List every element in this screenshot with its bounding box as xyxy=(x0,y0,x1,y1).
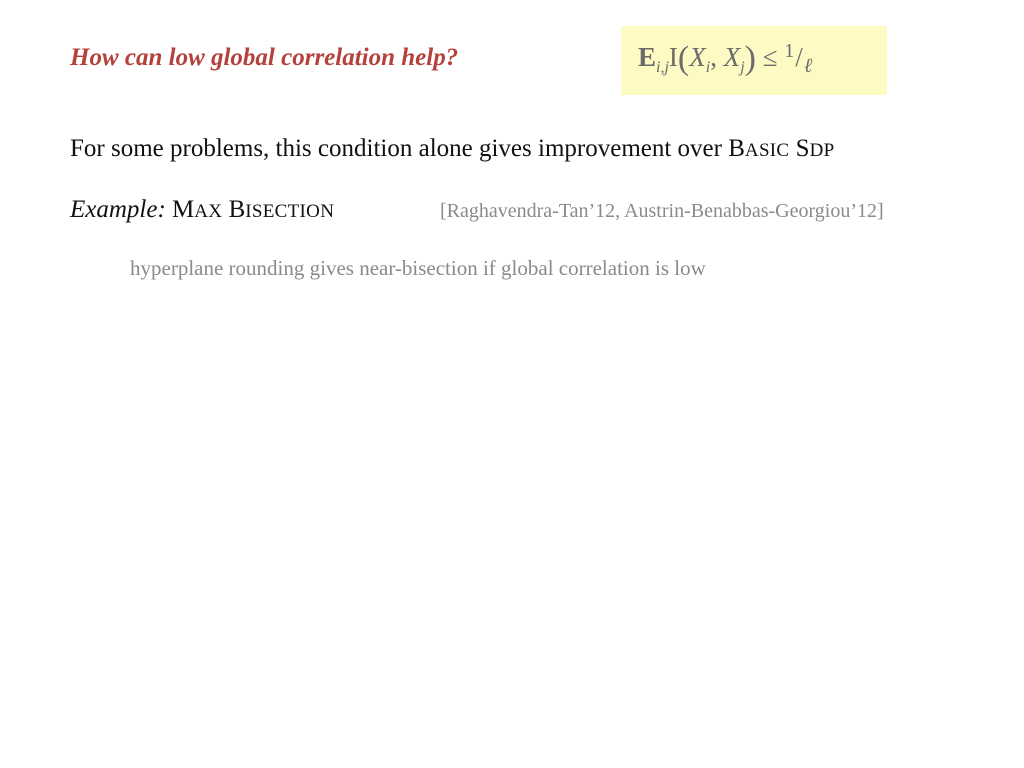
statement-line xyxy=(70,135,834,163)
detail-text: hyperplane rounding gives near-bisection if global correlation is low xyxy=(130,256,706,280)
formula-open-paren: ( xyxy=(677,40,690,77)
formula-var-1: X xyxy=(689,42,706,72)
formula-denominator: ℓ xyxy=(803,55,813,77)
citation: [Raghavendra-Tan’12, Austrin-Benabbas-Georgiou’12] xyxy=(440,200,884,222)
max-bisection-cap-b: B xyxy=(222,196,246,223)
max-bisection-cap-m: M xyxy=(165,196,195,223)
formula-information: I xyxy=(668,42,678,72)
max-bisection-rest-isection: ISECTION xyxy=(245,201,335,222)
slide-heading: How can low global correlation help? xyxy=(70,44,459,71)
formula-numerator: 1 xyxy=(784,40,795,62)
formula-var-2: X xyxy=(723,42,741,72)
formula-relation: ≤ xyxy=(755,42,785,72)
example-label: Example: xyxy=(70,196,166,223)
basic-sdp-cap-b: B xyxy=(728,135,745,162)
basic-sdp-rest-dp: DP xyxy=(809,140,835,161)
formula-expectation-subscript: i,j xyxy=(656,59,669,76)
basic-sdp-cap-s: S xyxy=(789,135,810,162)
example-line xyxy=(70,196,334,224)
max-bisection-rest-ax: AX xyxy=(194,201,223,222)
formula-var-2-subscript: j xyxy=(740,59,745,76)
statement-text: For some problems, this condition alone gives improvement over xyxy=(70,135,729,162)
formula-expectation: E xyxy=(638,42,657,72)
formula-slash: / xyxy=(795,42,803,72)
formula-close-paren: ) xyxy=(744,40,756,77)
formula-comma: , xyxy=(710,42,724,72)
basic-sdp-rest-asic: ASIC xyxy=(744,140,790,161)
formula-box xyxy=(621,26,887,95)
formula-var-1-subscript: i xyxy=(705,59,711,76)
